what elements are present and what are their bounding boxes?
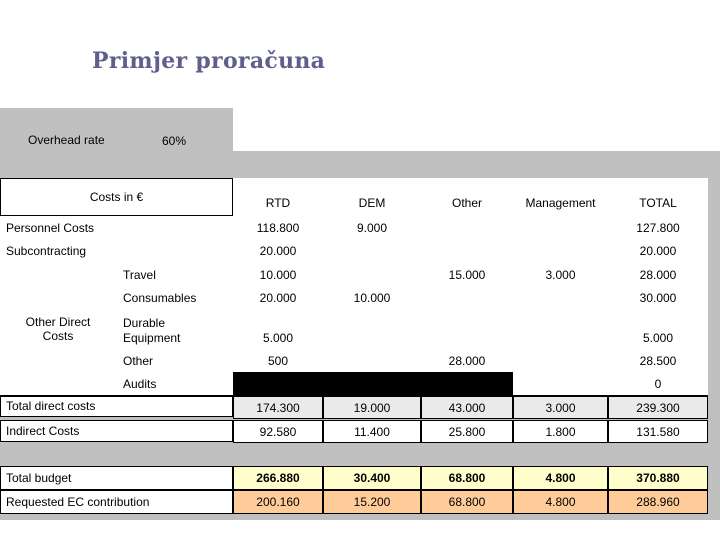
header-other: Other [421,178,513,216]
row-other-other: 28.000 [448,354,486,368]
row-subcontracting-label: Subcontracting [6,244,87,258]
odc-group-label: Other Direct Costs [25,315,91,343]
row-total-direct-total: 239.300 [608,396,708,419]
row-ec-other: 68.800 [421,490,513,514]
row-indirect-total: 131.580 [608,420,708,443]
overhead-value: 60% [162,134,187,148]
row-other-label: Other [123,354,154,368]
row-durable-label: Durable Equipment [123,316,181,345]
row-personnel-dem: 9.000 [356,221,388,235]
header-dem: DEM [323,178,421,216]
row-durable-rtd: 5.000 [262,331,294,345]
header-rtd: RTD [233,178,323,216]
row-total-direct-other: 43.000 [421,396,513,419]
row-personnel-label: Personnel Costs [6,221,95,235]
row-total-budget-rtd: 266.880 [233,466,323,490]
row-subcontracting-total: 20.000 [639,244,677,258]
row-audits-label: Audits [123,377,157,391]
row-travel-total: 28.000 [639,268,677,282]
page-title: Primjer proračuna [92,48,326,74]
row-consumables-rtd: 20.000 [259,291,297,305]
row-total-budget-other: 68.800 [421,466,513,490]
row-indirect-management: 1.800 [513,420,608,443]
row-travel-management: 3.000 [545,268,576,282]
overhead-label: Overhead rate [28,133,105,147]
row-indirect-label: Indirect Costs [6,424,80,438]
row-total-direct-dem: 19.000 [323,396,421,419]
row-ec-label: Requested EC contribution [6,495,150,509]
row-total-direct-management: 3.000 [513,396,608,419]
row-subcontracting-rtd: 20.000 [259,244,297,258]
header-total: TOTAL [608,178,708,216]
audits-blocked-cells [233,372,513,395]
row-other-rtd: 500 [267,354,289,368]
row-travel-label: Travel [123,268,156,282]
row-durable-total: 5.000 [642,331,674,345]
row-ec-management: 4.800 [513,490,608,514]
row-ec-dem: 15.200 [323,490,421,514]
row-personnel-rtd: 118.800 [256,221,300,235]
row-total-direct-label: Total direct costs [6,399,96,413]
row-consumables-dem: 10.000 [353,291,391,305]
row-other-total: 28.500 [639,354,677,368]
header-costs: Costs in € [0,178,233,216]
row-total-budget-total: 370.880 [608,466,708,490]
row-travel-rtd: 10.000 [259,268,297,282]
row-indirect-other: 25.800 [421,420,513,443]
row-consumables-total: 30.000 [639,291,677,305]
row-total-budget-label: Total budget [6,471,72,485]
row-consumables-label: Consumables [123,291,197,305]
row-indirect-rtd: 92.580 [233,420,323,443]
row-total-budget-dem: 30.400 [323,466,421,490]
row-total-budget-management: 4.800 [513,466,608,490]
row-ec-rtd: 200.160 [233,490,323,514]
row-personnel-total: 127.800 [636,221,680,235]
row-ec-total: 288.960 [608,490,708,514]
row-audits-total: 0 [654,377,662,391]
row-travel-other: 15.000 [448,268,486,282]
row-total-direct-rtd: 174.300 [233,396,323,419]
row-indirect-dem: 11.400 [323,420,421,443]
header-management: Management [513,178,608,216]
